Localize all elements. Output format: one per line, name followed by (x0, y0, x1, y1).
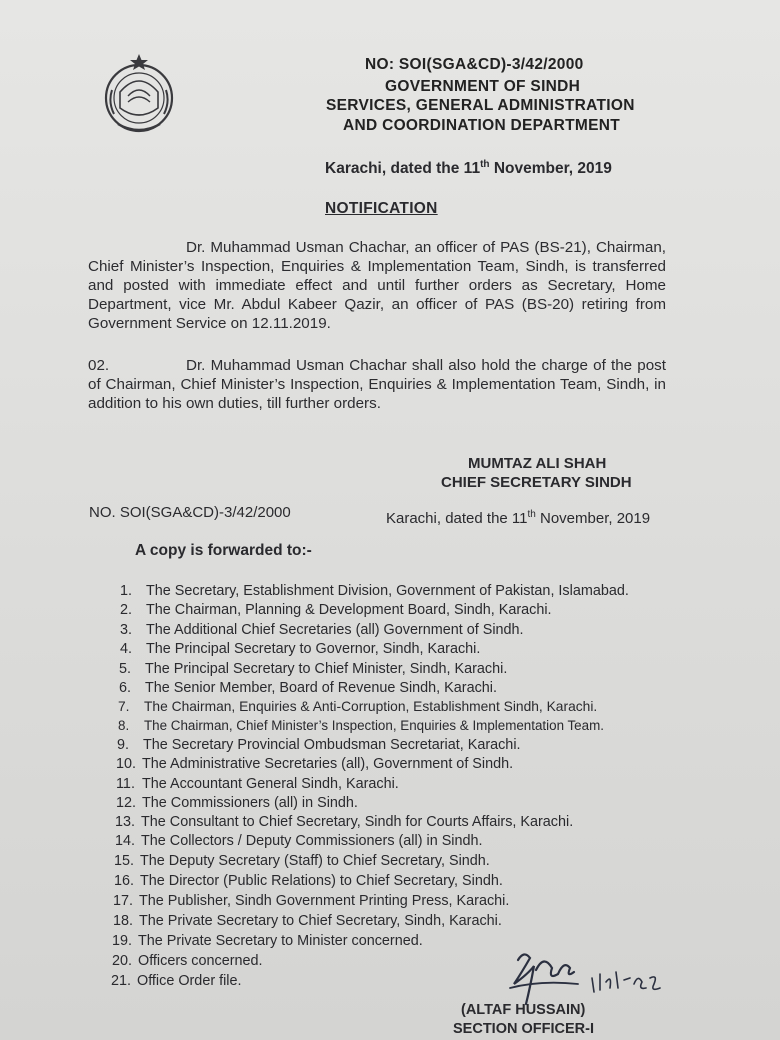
list-item-text: The Private Secretary to Chief Secretary, Sindh, Karachi. (139, 913, 502, 929)
list-item-text: The Commissioners (all) in Sindh. (142, 795, 358, 811)
header-date-sup: th (480, 159, 490, 170)
list-item-text: The Chairman, Enquiries & Anti-Corruption, Establishment Sindh, Karachi. (144, 699, 598, 714)
notification-title: NOTIFICATION (325, 200, 438, 217)
section-officer-name: (ALTAF HUSSAIN) (461, 1002, 586, 1018)
list-item-text: The Administrative Secretaries (all), Government of Sindh. (142, 756, 514, 772)
list-item (120, 602, 552, 618)
list-item (113, 913, 502, 929)
list-item (119, 680, 497, 696)
list-item-text: The Secretary Provincial Ombudsman Secretariat, Karachi. (143, 737, 521, 753)
header-government: GOVERNMENT OF SINDH (385, 78, 581, 95)
list-item (114, 853, 490, 869)
sindh-government-emblem-icon (98, 52, 180, 138)
list-item-text: The Secretary, Establishment Division, Government of Pakistan, Islamabad. (146, 583, 629, 599)
list-item-text: The Deputy Secretary (Staff) to Chief Secretary, Sindh. (140, 853, 490, 869)
notification-paragraph-1 (88, 238, 666, 333)
list-item-text: The Consultant to Chief Secretary, Sindh for Courts Affairs, Karachi. (141, 814, 574, 830)
list-item-number: 7. (118, 699, 130, 714)
list-item (113, 893, 509, 909)
list-item-number: 19. (112, 933, 133, 949)
list-item-number: 16. (114, 873, 135, 889)
list-item-text: Office Order file. (137, 973, 242, 989)
list-item (116, 795, 358, 811)
list-item-number: 2. (120, 602, 133, 618)
list-item (115, 814, 573, 830)
list-item-number: 8. (118, 718, 130, 733)
list-item-number: 13. (115, 814, 136, 830)
list-item (118, 699, 597, 714)
list-item-text: The Principal Secretary to Governor, Sindh, Karachi. (146, 641, 481, 657)
section-officer-title: SECTION OFFICER-I (453, 1021, 594, 1037)
list-item-number: 3. (120, 622, 133, 638)
list-item (118, 718, 604, 733)
list-item (120, 622, 524, 638)
copy-ref-no: NO. SOI(SGA&CD)-3/42/2000 (89, 504, 291, 521)
list-item (116, 756, 513, 772)
header-date-prefix: Karachi, dated the 11 (325, 160, 481, 178)
copy-date-sup: th (527, 509, 536, 520)
list-item (116, 776, 399, 792)
signatory-title: CHIEF SECRETARY SINDH (441, 474, 632, 491)
list-item-number: 21. (111, 973, 132, 989)
list-item (114, 873, 503, 889)
list-item (120, 641, 480, 657)
notification-paragraph-1-text: Dr. Muhammad Usman Chachar, an officer of PAS (BS-21), Chairman, Chief Minister’s Inspection, Enquiries & Implementation Team, Sindh, is transferred and posted with immediate effect and until further orders as Secretary, Home Department, vice Mr. Abdul Kabeer Qazir, an officer of PAS (BS-20) retiring from Government Service on 12.11.2019. (88, 239, 666, 332)
list-item-number: 5. (119, 661, 132, 677)
list-item (115, 833, 483, 849)
list-item-text: The Collectors / Deputy Commissioners (all) in Sindh. (141, 833, 483, 849)
list-item (117, 737, 521, 753)
list-item-text: The Principal Secretary to Chief Minister, Sindh, Karachi. (145, 661, 508, 677)
signatory-name: MUMTAZ ALI SHAH (468, 455, 607, 472)
list-item (111, 973, 242, 989)
header-ref-no: NO: SOI(SGA&CD)-3/42/2000 (365, 56, 584, 73)
list-item-text: Officers concerned. (138, 953, 263, 969)
list-item-number: 9. (117, 737, 130, 753)
list-item-number: 12. (116, 795, 137, 811)
list-item-number: 1. (120, 583, 133, 599)
list-item-number: 4. (120, 641, 133, 657)
list-item (120, 583, 629, 599)
copy-date-suffix: November, 2019 (535, 510, 651, 527)
list-item (112, 953, 263, 969)
notification-paragraph-2 (88, 356, 666, 413)
copy-date (386, 509, 650, 527)
list-item-number: 11. (116, 776, 135, 792)
list-item-text: The Accountant General Sindh, Karachi. (142, 776, 399, 792)
list-item-text: The Publisher, Sindh Government Printing Press, Karachi. (139, 893, 510, 909)
copy-date-prefix: Karachi, dated the 11 (386, 510, 528, 527)
list-item-number: 20. (112, 953, 133, 969)
header-department-line2: AND COORDINATION DEPARTMENT (343, 117, 621, 134)
list-item-text: The Director (Public Relations) to Chief Secretary, Sindh. (140, 873, 503, 889)
list-item-number: 18. (113, 913, 134, 929)
list-item-text: The Chairman, Planning & Development Board, Sindh, Karachi. (146, 602, 552, 618)
list-item-text: The Chairman, Chief Minister’s Inspection, Enquiries & Implementation Team. (144, 718, 604, 733)
notification-paragraph-2-text: Dr. Muhammad Usman Chachar shall also hold the charge of the post of Chairman, Chief Minister’s Inspection, Enquiries & Implementation Team, Sindh, in addition to his own duties, till further orders. (88, 357, 666, 412)
paragraph-2-number: 02. (88, 357, 110, 374)
list-item-text: The Additional Chief Secretaries (all) Government of Sindh. (146, 622, 524, 638)
list-item (119, 661, 507, 677)
list-item-number: 17. (113, 893, 134, 909)
list-item-text: The Senior Member, Board of Revenue Sindh, Karachi. (145, 680, 497, 696)
list-item-number: 15. (114, 853, 135, 869)
list-item-number: 10. (116, 756, 137, 772)
list-item (112, 933, 423, 949)
header-date-suffix: November, 2019 (489, 160, 612, 178)
list-item-text: The Private Secretary to Minister concerned. (138, 933, 423, 949)
copy-forwarded-heading: A copy is forwarded to:- (135, 542, 312, 559)
list-item-number: 14. (115, 833, 136, 849)
list-item-number: 6. (119, 680, 132, 696)
header-date (325, 159, 612, 178)
header-department-line1: SERVICES, GENERAL ADMINISTRATION (326, 97, 635, 114)
